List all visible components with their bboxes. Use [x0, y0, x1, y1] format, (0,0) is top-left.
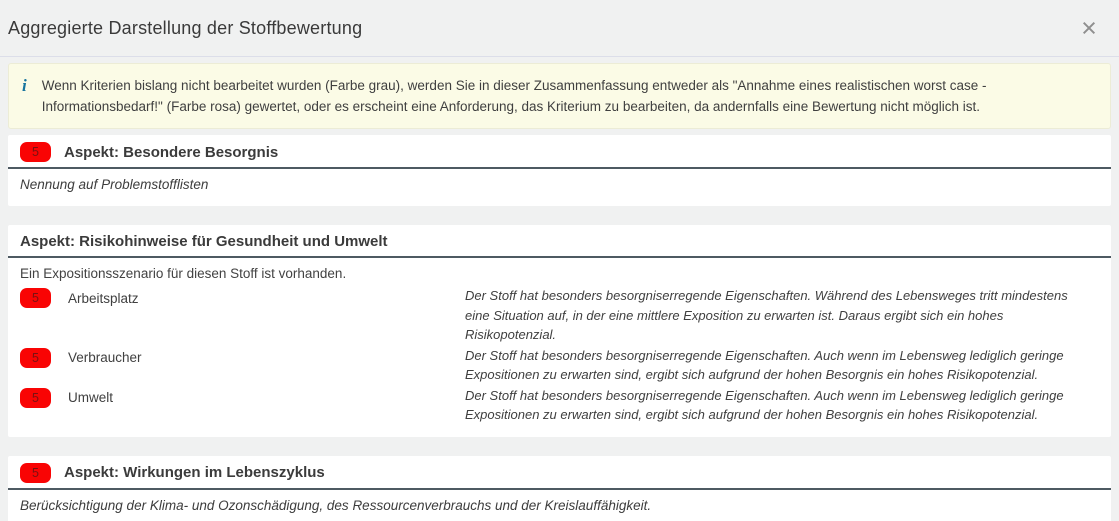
info-banner-text: Wenn Kriterien bislang nicht bearbeitet wurden (Farbe grau), werden Sie in dieser Zusammenfassung entweder als "Annahme eines realistischen worst case - Informationsbedarf!" (Farbe rosa) gewertet, oder es erscheint eine Anforderung, das Kriterium zu bearbeiten, da andernfalls eine Bewertung nicht möglich ist. [41, 78, 987, 114]
section-note: Nennung auf Problemstofflisten [20, 177, 209, 192]
criteria-rows [8, 286, 1111, 425]
section-title: Aspekt: Besondere Besorgnis [64, 143, 279, 161]
section-note: Berücksichtigung der Klima- und Ozonschädigung, des Ressourcenverbrauchs und der Kreislauffähigkeit. [20, 497, 652, 513]
score-badge: 5 [20, 388, 51, 408]
section-title: Aspekt: Wirkungen im Lebenszyklus [64, 464, 325, 481]
score-badge: 5 [20, 142, 51, 162]
criteria-description: Der Stoff hat besonders besorgniserregende Eigenschaften. Auch wenn im Lebensweg lediglich geringe Expositionen zu erwarten sind, ergibt sich aufgrund der hohen Besorgnis ein hohes Risikopotenzial. [465, 387, 1064, 422]
section-header [8, 225, 1111, 256]
criteria-row-verbraucher [20, 346, 1099, 385]
criteria-label-group [20, 386, 465, 408]
close-icon[interactable]: × [1075, 14, 1103, 42]
criteria-label: Arbeitsplatz [68, 290, 139, 306]
score-badge: 5 [20, 288, 51, 308]
section-risikohinweise [8, 225, 1111, 437]
score-badge: 5 [20, 348, 51, 368]
criteria-label-group [20, 346, 465, 368]
criteria-label-group [20, 286, 465, 308]
section-title: Aspekt: Risikohinweise für Gesundheit und Umwelt [20, 233, 388, 250]
info-icon: i [22, 76, 27, 95]
criteria-description: Der Stoff hat besonders besorgniserregende Eigenschaften. Während des Lebensweges tritt mindestens eine Situation auf, in der eine mittlere Exposition zu erwarten ist. Daraus ergibt sich ein hohes Risikopotenzial. [465, 288, 1068, 342]
info-banner [8, 63, 1111, 129]
criteria-row-arbeitsplatz [20, 286, 1099, 345]
criteria-row-umwelt [20, 386, 1099, 425]
section-intro: Ein Expositionsszenario für diesen Stoff ist vorhanden. [20, 266, 347, 281]
section-header [8, 456, 1111, 488]
dialog-header [0, 0, 1119, 57]
criteria-label: Verbraucher [68, 350, 142, 365]
dialog-title: Aggregierte Darstellung der Stoffbewertung [8, 17, 363, 38]
criteria-label: Umwelt [68, 390, 114, 405]
section-besondere-besorgnis [8, 135, 1111, 206]
score-badge: 5 [20, 463, 51, 483]
section-header [8, 135, 1111, 167]
criteria-description: Der Stoff hat besonders besorgniserregende Eigenschaften. Auch wenn im Lebensweg lediglich geringe Expositionen zu erwarten sind, ergibt sich aufgrund der hohen Besorgnis ein hohes Risikopotenzial. [465, 347, 1064, 382]
section-wirkungen-lebenszyklus [8, 456, 1111, 521]
dialog-body [0, 57, 1119, 521]
